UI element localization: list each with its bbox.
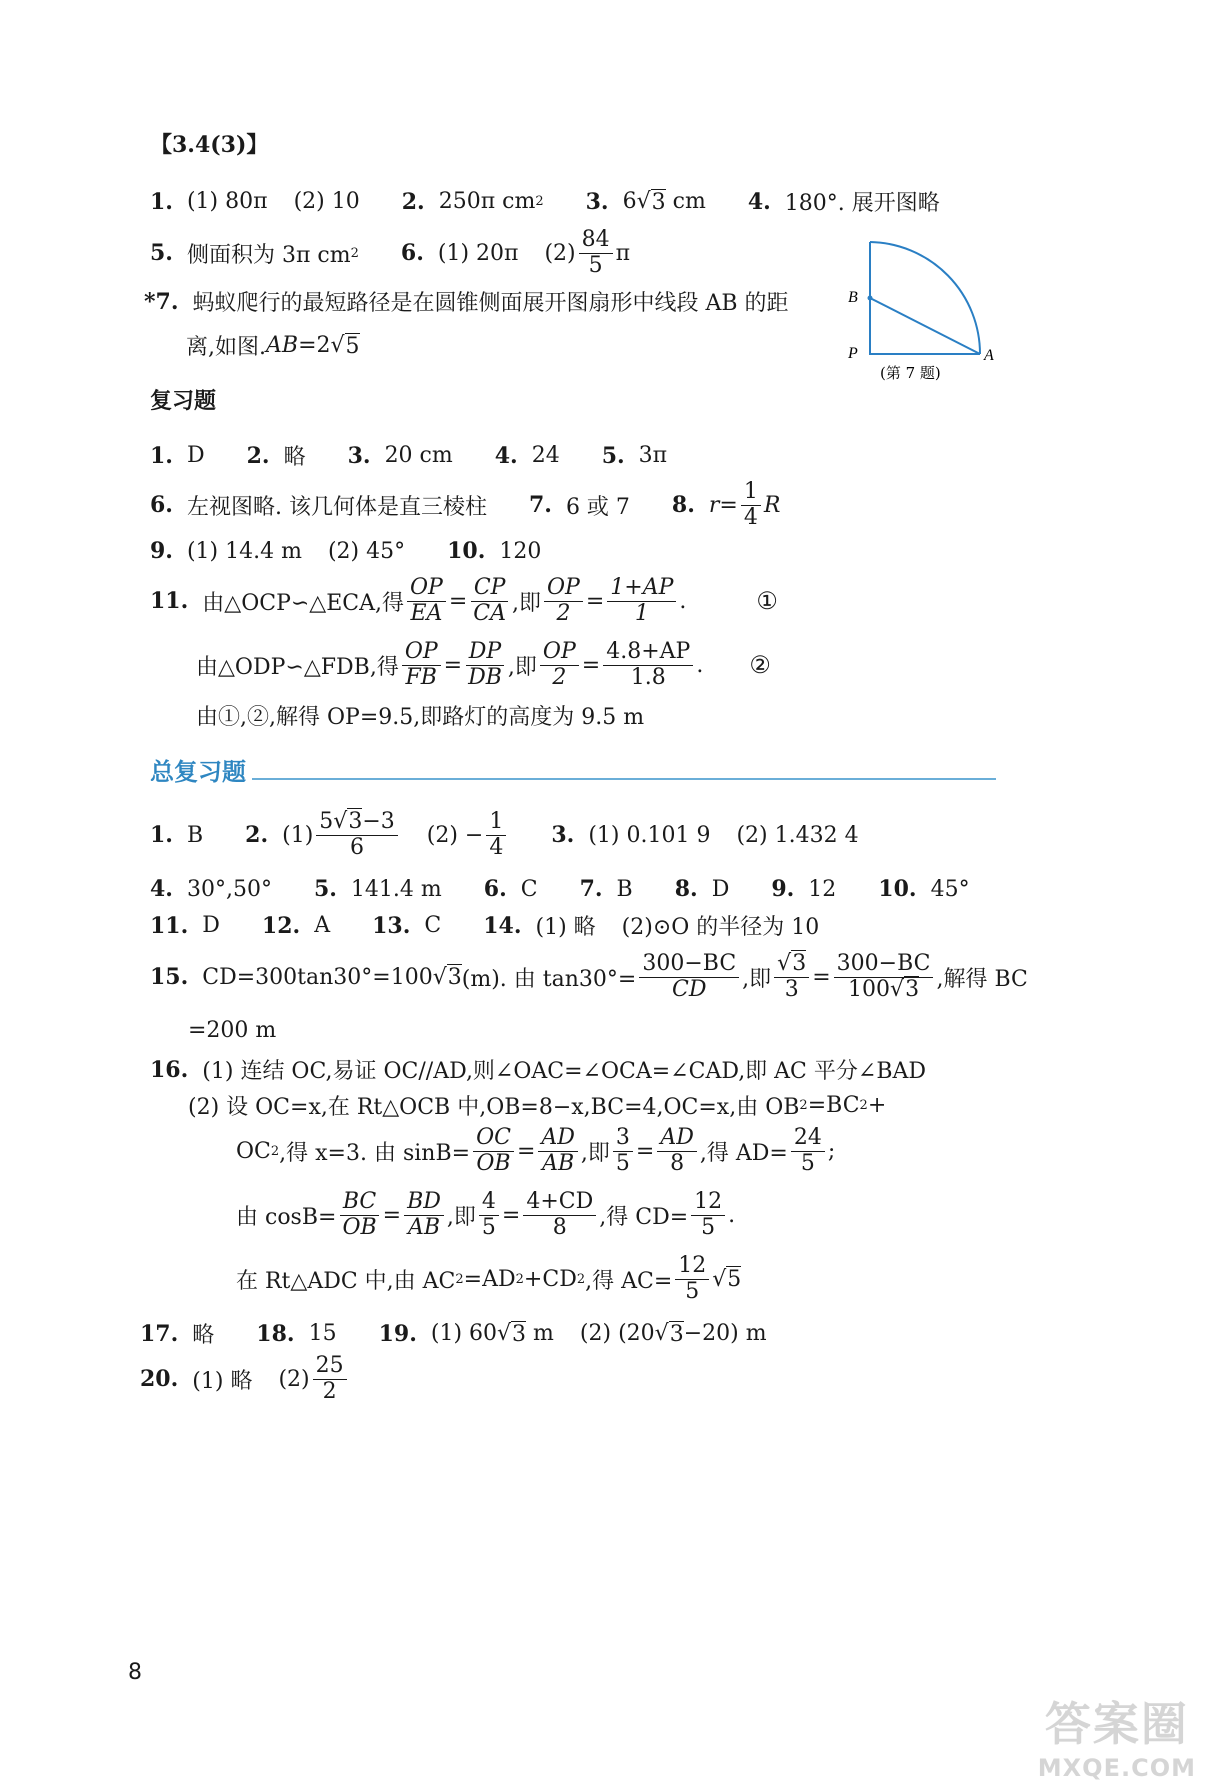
q-number: 1. (150, 188, 173, 215)
answer-text: 略 (283, 445, 306, 470)
review-row-11-line3 (196, 700, 644, 731)
answer-text: 250π cm (438, 189, 536, 214)
answer-text: 6 或 7 (565, 494, 630, 520)
page-number: 8 (128, 1660, 142, 1685)
answer-text: 24 (531, 443, 560, 468)
answer-text: (1) 80π (186, 189, 268, 214)
radicand: 5 (345, 333, 360, 359)
answer-text: 由△OCP∽△ECA,得 (202, 590, 404, 616)
answer-text: =2 (298, 333, 331, 358)
circled-marker: ① (756, 587, 778, 616)
watermark-logo: 答案圈 MXQE.COM (1037, 1697, 1196, 1782)
answer-text: (2) 10 (293, 189, 360, 214)
answer-text: (2) 45° (327, 538, 406, 564)
answer-text: 侧面积为 3π cm (186, 242, 351, 268)
answer-text: AB (266, 333, 299, 358)
section-title-general: 总复习题 (150, 757, 246, 786)
answer-text: 20 cm (384, 443, 453, 468)
answer-row-7-line2: 离,如图. AB =2 √ 5 (186, 330, 360, 361)
review-row-6-8: 6. 左视图略. 该几何体是直三棱柱 7. 6 或 7 8. r = $\frac{1}{4}$ R (150, 479, 781, 530)
general-row-11-14: 11. D 12. A 13. C 14. (1) 略 (2)⊙O 的半径为 10 (150, 912, 820, 940)
general-row-17-19: 17. 略 18. 15 19. (1) 60 √ 3 m (2) (20 √ 3 −20) m (140, 1320, 767, 1348)
answer-text: 离,如图. (186, 335, 266, 360)
answer-row-5-6 (150, 228, 630, 278)
review-row-11-line1: 11. 由△OCP∽△ECA,得 $\frac{OP}{EA}$ = $\frac{CP}{CA}$ ,即 $\frac{OP}{2}$ = $\frac{1+AP}{1}$ . ① (150, 575, 778, 626)
general-row-1-3: 1. B 2. (1) $\frac{5√3-3}{6}$ (2) − $\frac{1}{4}$ 3. (1) 0.101 9 (2) 1.432 4 (150, 809, 859, 860)
label-a: A (984, 347, 994, 364)
q-number: 2. (401, 188, 425, 215)
review-row-1-5: 1. D 2. 略 3. 20 cm 4. 24 5. 3π (150, 440, 667, 471)
fraction: $\frac{1}{4}$ (741, 480, 761, 530)
answer-text: 由△ODP∽△FDB,得 (196, 654, 399, 680)
general-row-16-line1: 16. (1) 连结 OC,易证 OC//AD,则∠OAC=∠OCA=∠CAD,即 AC 平分∠BAD (150, 1056, 927, 1084)
label-p: P (848, 345, 858, 362)
answer-row-1-4: 1. (1) 80π (2) 10 2. 250π cm 2 3. 6 √ 3 cm 4. 180°. 展开图略 (150, 186, 940, 217)
answer-text: 6 (622, 189, 637, 214)
general-row-16-line3: OC 2 ,得 x=3. 由 sinB= $\frac{OC}{OB}$ = $\frac{AD}{AB}$ ,即 $\frac{3}{5}$ = $\frac{AD}{8}$ ,得 AD= $\frac{24}{5}$ ; (236, 1125, 836, 1176)
answer-text: 3π (638, 443, 668, 468)
section-title-3-4-3: 【3.4(3)】 (150, 132, 269, 158)
answer-text: 左视图略. 该几何体是直三棱柱 (186, 494, 487, 520)
answer-text: (2) (544, 240, 576, 266)
answer-row-7-line1 (144, 286, 789, 317)
general-row-16-line4: 由 cosB= $\frac{BC}{OB}$ = $\frac{BD}{AB}$ ,即 $\frac{4}{5}$ = $\frac{4+CD}{8}$ ,得 CD= $\frac{12}{5}$ . (236, 1189, 736, 1240)
section-rule (252, 778, 996, 780)
unit: cm (672, 189, 706, 214)
fraction: $\frac{84}{5}$ (579, 228, 613, 278)
answer-text: (1) 20π (437, 240, 519, 266)
answer-text: π (615, 240, 631, 266)
radicand: 3 (651, 189, 666, 215)
answer-text: 由①,②,解得 OP=9.5,即路灯的高度为 9.5 m (196, 705, 645, 730)
answer-text: D (186, 443, 205, 468)
general-row-15-line2: =200 m (188, 1018, 277, 1043)
general-row-16-line5: 在 Rt△ADC 中,由 AC 2 =AD 2 +CD 2 ,得 AC= $\frac{12}{5}$ √ 5 (236, 1253, 742, 1304)
q-number: 3. (585, 188, 609, 215)
superscript: 2 (535, 194, 544, 209)
answer-text: (1) 14.4 m (186, 538, 302, 564)
sector-figure (840, 236, 1010, 386)
general-row-15-line1: 15. CD=300tan30°=100 √ 3 (m). 由 tan30°= $\frac{300-BC}{CD}$ ,即 $\frac{√3}{3}$ = $\frac{300-BC}{100√3}$ ,解得 BC (150, 951, 1028, 1002)
q-number: 6. (400, 240, 424, 267)
general-row-4-10: 4. 30°,50° 5. 141.4 m 6. C 7. B 8. D 9. 12 10. 45° (150, 876, 970, 902)
label-b: B (848, 289, 858, 306)
figure-caption: (第 7 题) (880, 364, 941, 382)
review-row-11-line2: 由△ODP∽△FDB,得 $\frac{OP}{FB}$ = $\frac{DP}{DB}$ ,即 $\frac{OP}{2}$ = $\frac{4.8+AP}{1.8}$ . ② (196, 639, 771, 690)
general-row-16-line2: (2) 设 OC=x,在 Rt△OCB 中,OB=8−x,BC=4,OC=x,由 OB 2 =BC 2 + (188, 1093, 887, 1120)
q-number: 4. (747, 188, 771, 215)
general-row-20: 20. (1) 略 (2) $\frac{25}{2}$ (140, 1354, 350, 1404)
q-number: 5. (150, 240, 173, 267)
answer-text: 蚂蚁爬行的最短路径是在圆锥侧面展开图扇形中线段 AB 的距 (192, 291, 789, 316)
q-number: *7. (144, 288, 179, 315)
answer-text: r (708, 492, 720, 518)
review-row-9-10: 9. (1) 14.4 m (2) 45° 10. 120 (150, 538, 542, 564)
answer-text: 180°. 展开图略 (784, 191, 940, 216)
section-title-review: 复习题 (150, 388, 217, 414)
answer-text: 120 (499, 538, 542, 564)
superscript: 2 (350, 245, 359, 261)
circled-marker: ② (749, 651, 771, 680)
